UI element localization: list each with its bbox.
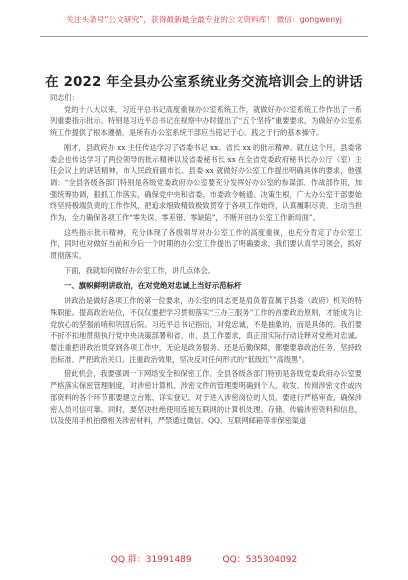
paragraph: 刚才，县政府办 xx 主任传达学习了省委书记 xx、省长 xx 的批示精神。就在这个月，县委常委会也传达学习了两位领导的批示精神以及省委秘书长 xx 在全省党委政府秘书长办公厅（室）主任会议上的讲话精神，市人民政府副市长、县委 xx 就做好办公室工作提出明确具体的要求，他强调：“全县各级各部门特别是各级党委政府办公室要充分发挥好办公室的参谋部、作战部作用，加强统筹协调，狠抓工作落实，确保党中央和省委、市委政令畅通、决策生根，广大办公室干部要始终坚持极端负责的工作作风，把追求细致精致极致贯穿于各项工作始终，认真履职尽责，主动当担作为，全力确保各项工作“零失误、零差错、零缺陷”，不断开创办公室工作新局面”。: [50, 142, 362, 223]
paragraph: 下面，我就如何做好办公室工作，讲几点体会。: [64, 265, 215, 275]
footer-contacts: [0, 552, 408, 565]
header-banner: 关注头条号“公文研究”，获得最新最全最专业的公文资料库！ 微信：gongwenyj: [66, 15, 342, 24]
section-heading: 一、旗帜鲜明讲政治，在对党绝对忠诚上当好示范标杆: [64, 280, 242, 290]
paragraph: 党的十八大以来，习近平总书记高度重视办公室系统工作，就做好办公室系统工作作出了一系列重要指示批示，特别是习近平总书记在视察中办时提出了“五个坚持”重要要求，为做好办公室系统工作提供了根本遵循，是所有办公室系统干部应当铭记于心、践之于行的基本操守。: [50, 104, 362, 138]
paragraph: 这些指示批示精神，充分体现了各级领导对办公室工作的高度重视，也充分肯定了办公室工作，同时也对做好当前和今后一个时期的办公室工作提出了明确要求，我们要认真学习领会，抓好贯彻落实。: [50, 227, 362, 261]
footer-qq-group: QQ 群：31991489: [110, 555, 192, 565]
footer-qq: QQ：535304092: [222, 555, 298, 565]
header-divider: [40, 36, 368, 37]
paragraph: 借此机会，我要强调一下网络安全和保密工作。全县各级各部门特别是各级党委政府办公室要严格落实保密管理制度，对涉密计算机、涉密文件的管理要明确到个人，收发、传阅涉密文件或内部资料的各个环节都要建立台账、详实登记。对于进入涉密岗位的人员，要进行严格审查，确保涉密人员可信可靠。同时，要坚决杜绝使用连接互联网的计算机处理、存储、传输涉密资料和信息，以及使用手机拍摄相关涉密材料，严禁通过微信、QQ、互联网邮箱等非保密渠道: [50, 369, 362, 426]
document-title: 在 2022 年全县办公室系统业务交流培训会上的讲话: [45, 75, 363, 90]
document-body: [50, 92, 362, 427]
paragraph: 讲政治是做好各项工作的第一位要求，办公室的同志更是肩负着直属于县委（政府）机关的特殊职能。提高政治站位，不仅仅要把学习贯彻落实“三办三服务”工作的首要政治原则，才能成为让党放心的坚强前哨和巩固后院。习近平总书记指出，对党忠诚，不是抽象的，而是具体的。我们要不折不扣地贯彻执行党中央决策部署和省、市、县工作要求，真正用实际行动诠释对党绝对忠诚。要注重把讲政治贯穿到各项工作中，无论是政务服务、还是后勤保障，都要要靠政治任务、坚持政治标准、严把政治关口。注重政治效果，坚决反对任何形式的“低级红”“高级黑”。: [50, 296, 362, 364]
salutation: 同志们：: [50, 93, 79, 102]
